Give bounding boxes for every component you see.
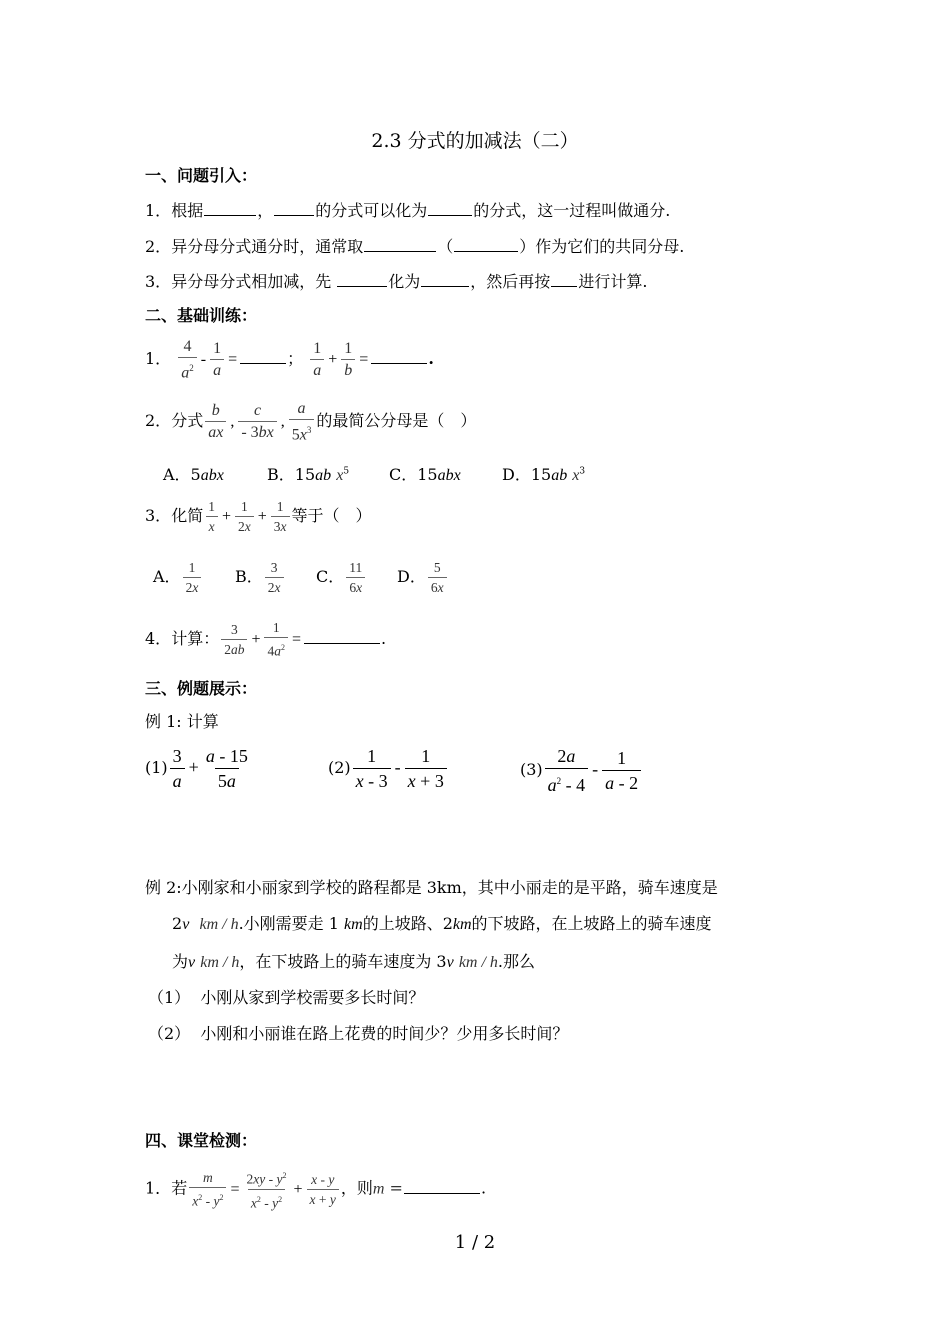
answer-blank[interactable]	[371, 347, 427, 364]
option-2-3-d[interactable]: D． $\frac{5}{6x}$	[397, 560, 449, 595]
answer-blank[interactable]	[421, 270, 469, 287]
fraction: $\frac{1}{x + 3}$	[405, 746, 447, 791]
option-2-3-a[interactable]: A． $\frac{1}{2x}$	[153, 560, 203, 595]
fraction: $\frac{x - y}{x + y}$	[307, 1172, 339, 1207]
example-2-sub-1: （1） 小刚从家到学校需要多长时间？	[148, 988, 425, 1007]
fraction: $\frac{1}{x - 3}$	[353, 746, 391, 791]
question-4-1: 1．若 $\frac{m}{x^2 - y^2}$ = $\frac{2xy - y^2}{x^2 - y^2}$ + $\frac{x - y}{x + y}$ ，则m = .	[145, 1169, 487, 1210]
fraction: $\frac{3}{a}$	[170, 746, 185, 791]
fraction: $\frac{11}{6x}$	[346, 560, 365, 595]
example-1-label: 例 1: 计算	[145, 712, 219, 731]
page-number: 1 / 2	[454, 1232, 496, 1253]
question-1-3: 3．异分母分式相加减，先 化为 ，然后再按 进行计算.	[145, 272, 648, 291]
fraction: $\frac{1}{2x}$	[235, 499, 254, 534]
answer-blank[interactable]	[364, 235, 436, 252]
example-1-part-2: (2) $\frac{1}{x - 3}$ - $\frac{1}{x + 3}$	[328, 746, 449, 791]
fraction: $\frac{a}{5x^3}$	[289, 400, 315, 443]
fraction: $\frac{1}{a}$	[310, 340, 324, 379]
question-2-3: 3．化简 $\frac{1}{x}$ + $\frac{1}{2x}$ + $\frac{1}{3x}$ 等于（ ）	[145, 499, 372, 534]
fraction: $\frac{3}{2x}$	[265, 560, 284, 595]
example-2-line-3: 为v km / h，在下坡路上的骑车速度为 3v km / h.那么	[172, 952, 536, 971]
section-heading-3: 三、例题展示：	[145, 679, 258, 698]
fraction: $\frac{a - 15}{5a}$	[205, 746, 248, 791]
answer-blank[interactable]	[454, 235, 518, 252]
fraction: $\frac{1}{4a^2}$	[264, 620, 288, 659]
answer-blank[interactable]	[337, 270, 387, 287]
option-2-2-a[interactable]: A．5abx	[163, 465, 224, 484]
fraction: $\frac{4}{a^2}$	[178, 338, 197, 381]
fraction: $\frac{1}{2x}$	[183, 560, 202, 595]
section-heading-4: 四、课堂检测：	[145, 1131, 258, 1150]
fraction: $\frac{c}{- 3bx}$	[238, 402, 276, 441]
answer-blank[interactable]	[274, 199, 314, 216]
question-1-2: 2．异分母分式通分时，通常取 （ ）作为它们的共同分母.	[145, 237, 685, 256]
question-1-1: 1．根据 ， 的分式可以化为 的分式，这一过程叫做通分.	[145, 201, 671, 220]
section-heading-2: 二、基础训练：	[145, 306, 258, 325]
answer-blank[interactable]	[304, 627, 380, 644]
option-2-2-c[interactable]: C．15abx	[389, 465, 461, 484]
fraction: $\frac{2xy - y^2}{x^2 - y^2}$	[246, 1171, 287, 1210]
answer-blank[interactable]	[404, 1177, 480, 1194]
question-2-1: 1． $\frac{4}{a^2}$ - $\frac{1}{a}$ = ； $\frac{1}{a}$ + $\frac{1}{b}$ = .	[145, 338, 434, 382]
fraction: $\frac{1}{a - 2}$	[602, 748, 641, 793]
question-2-4: 4．计算： $\frac{3}{2ab}$ + $\frac{1}{4a^2}$ = .	[145, 620, 387, 659]
option-2-2-b[interactable]: B．15ab $x^5$	[267, 465, 350, 484]
option-2-3-b[interactable]: B． $\frac{3}{2x}$	[235, 560, 286, 595]
page-title: 2.3 分式的加减法（二）	[371, 130, 579, 152]
example-1-part-1: (1) $\frac{3}{a}$ + $\frac{a - 15}{5a}$	[145, 746, 253, 791]
example-2-line-1: 例 2:小刚家和小丽家到学校的路程都是 3km，其中小丽走的是平路，骑车速度是	[145, 878, 718, 897]
fraction: $\frac{3}{2ab}$	[221, 622, 247, 657]
question-2-2: 2．分式 $\frac{b}{ax}$ , $\frac{c}{- 3bx}$ , $\frac{a}{5x^3}$ 的最简公分母是（ ）	[145, 400, 477, 444]
fraction: $\frac{1}{b}$	[341, 340, 355, 379]
example-2-line-2: 2v km / h.小刚需要走 1 km的上坡路、2km的下坡路，在上坡路上的骑车速度	[172, 914, 712, 933]
answer-blank[interactable]	[551, 270, 577, 287]
option-2-2-d[interactable]: D．15ab $x^3$	[502, 465, 586, 484]
option-2-3-c[interactable]: C． $\frac{11}{6x}$	[316, 560, 367, 595]
answer-blank[interactable]	[240, 347, 286, 364]
section-heading-1: 一、问题引入：	[145, 166, 258, 185]
answer-blank[interactable]	[204, 199, 256, 216]
fraction: $\frac{1}{a}$	[210, 340, 224, 379]
fraction: $\frac{m}{x^2 - y^2}$	[189, 1170, 226, 1209]
fraction: $\frac{b}{ax}$	[205, 402, 226, 441]
example-1-part-3: (3) $\frac{2a}{a^2 - 4}$ - $\frac{1}{a - 2}$	[520, 746, 643, 795]
fraction: $\frac{2a}{a^2 - 4}$	[545, 746, 589, 795]
answer-blank[interactable]	[428, 199, 472, 216]
fraction: $\frac{1}{x}$	[205, 499, 218, 534]
example-2-sub-2: （2） 小刚和小丽谁在路上花费的时间少？少用多长时间？	[148, 1024, 569, 1043]
fraction: $\frac{5}{6x}$	[428, 560, 447, 595]
fraction: $\frac{1}{3x}$	[271, 499, 290, 534]
